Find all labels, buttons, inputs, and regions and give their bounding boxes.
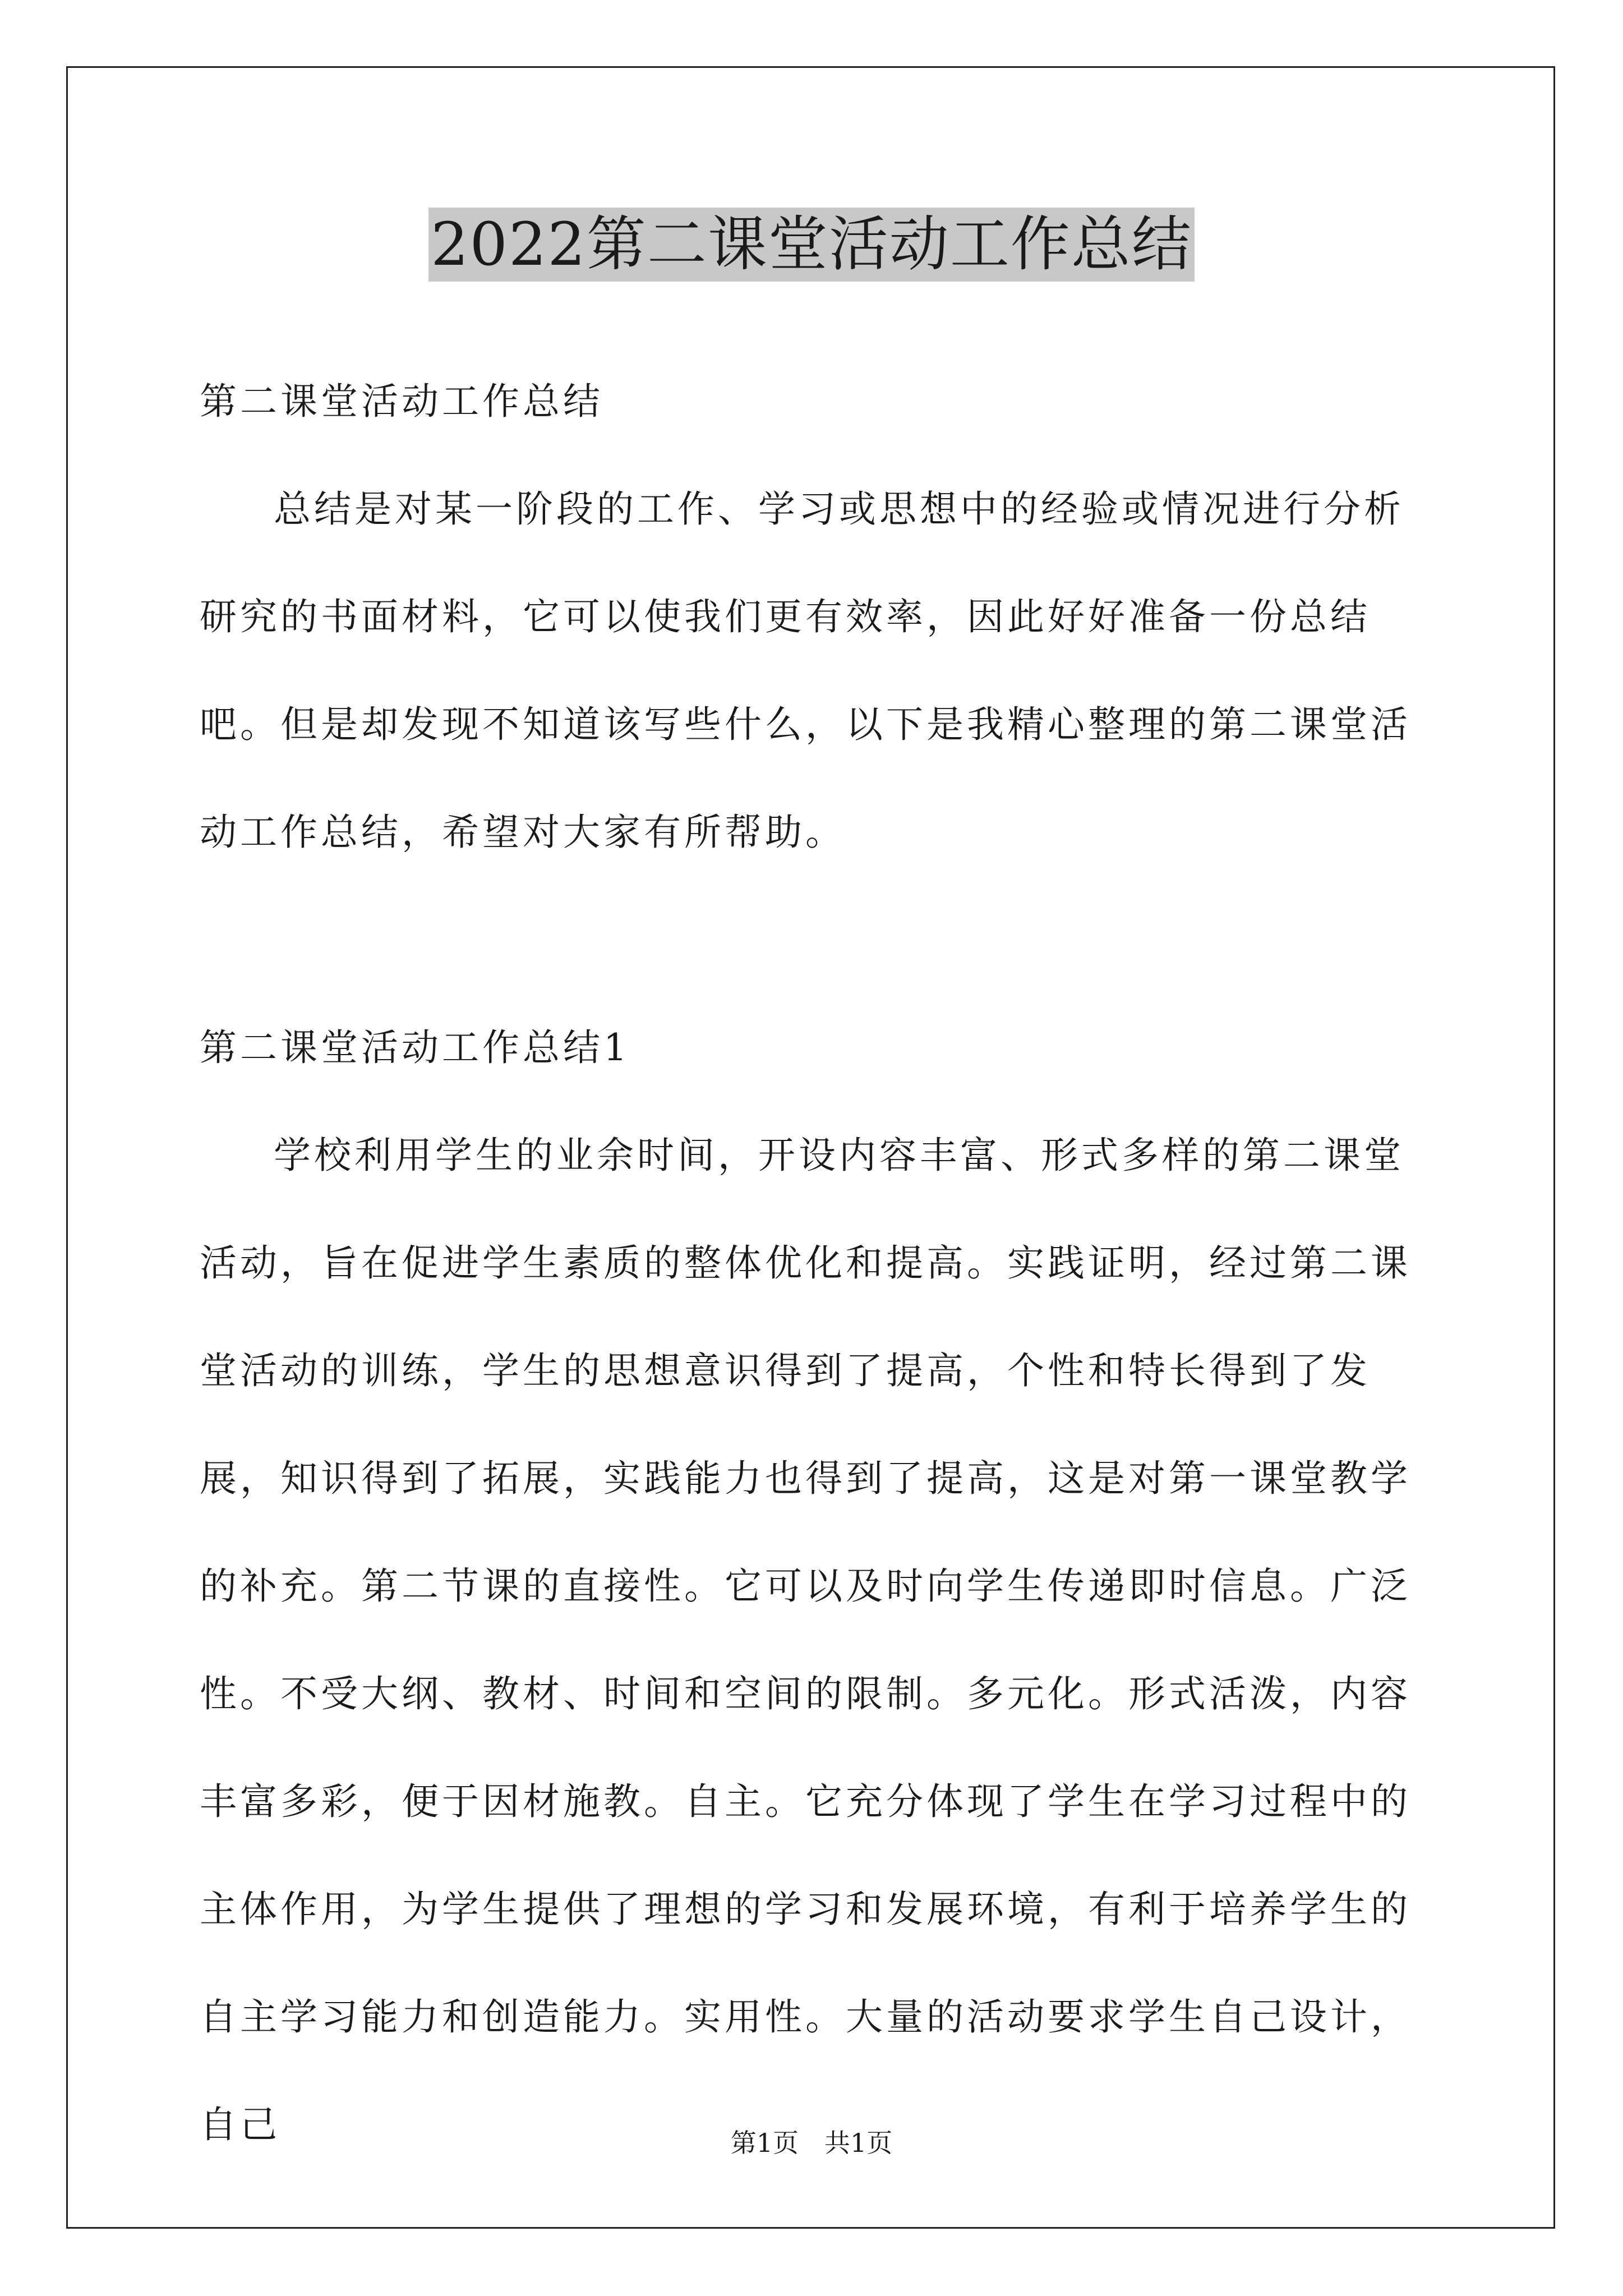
- page-indicator: 第1页 共1页: [730, 2128, 893, 2158]
- title-container: [0, 208, 1623, 282]
- paragraph-spacer: [200, 886, 1433, 994]
- document-title: 2022第二课堂活动工作总结: [428, 208, 1195, 282]
- body-paragraph: 学校利用学生的业余时间，开设内容丰富、形式多样的第二课堂活动，旨在促进学生素质的整体优化和提高。实践证明，经过第二课堂活动的训练，学生的思想意识得到了提高，个性和特长得到了发展，知识得到了拓展，实践能力也得到了提高，这是对第一课堂教学的补充。第二节课的直接性。它可以及时向学生传递即时信息。广泛性。不受大纲、教材、时间和空间的限制。多元化。形式活泼，内容丰富多彩，便于因材施教。自主。它充分体现了学生在学习过程中的主体作用，为学生提供了理想的学习和发展环境，有利于培养学生的自主学习能力和创造能力。实用性。大量的活动要求学生自己设计，自己: [200, 1134, 1411, 2146]
- section-heading: 第二课堂活动工作总结: [200, 380, 603, 423]
- subsection-heading: 第二课堂活动工作总结1: [200, 1026, 630, 1069]
- intro-paragraph: 总结是对某一阶段的工作、学习或思想中的经验或情况进行分析研究的书面材料，它可以使我们更有效率，因此好好准备一份总结吧。但是却发现不知道该写些什么，以下是我精心整理的第二课堂活动工作总结，希望对大家有所帮助。: [200, 487, 1411, 854]
- document-body: [200, 348, 1433, 2179]
- page-footer: [0, 2126, 1623, 2160]
